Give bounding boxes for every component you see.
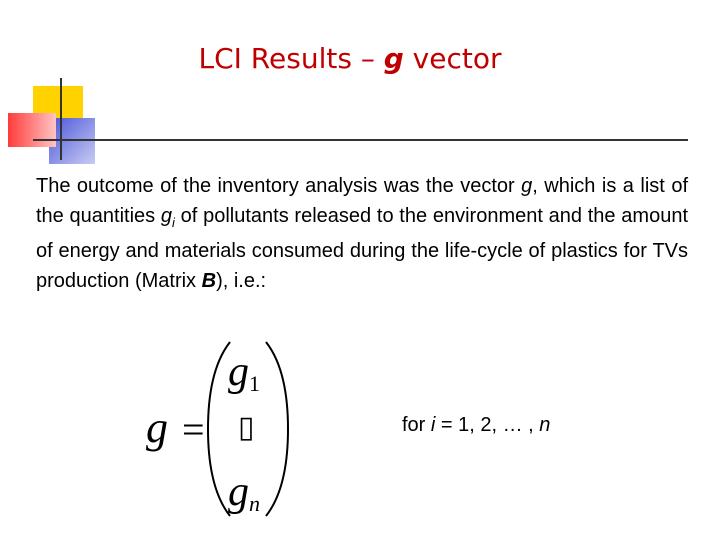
body-text-2: , which is a list of the quantities: [36, 175, 688, 227]
title-suffix: vector: [403, 42, 502, 75]
slide-logo-decoration: [0, 0, 720, 170]
body-matrix-b: B: [201, 269, 217, 292]
body-text-1: The outcome of the inventory analysis was the vector: [36, 175, 522, 197]
index-condition: [402, 414, 550, 437]
right-paren: [262, 340, 292, 518]
body-gi: [160, 204, 175, 230]
gn-sub: n: [249, 491, 260, 516]
slide-title: [0, 42, 700, 75]
g1-base: g: [228, 349, 249, 395]
condition-for: for: [402, 414, 431, 436]
title-prefix: LCI Results –: [198, 42, 384, 75]
body-text-3: of pollutants released to the environment and the amount of energy and materials consumed during the life-cycle of plastics for TVs production (Matrix: [36, 204, 689, 292]
formula-lhs: g: [146, 403, 168, 452]
formula-gn: [228, 468, 260, 517]
body-gi-base: g: [160, 204, 173, 227]
body-gi-sub: i: [172, 214, 175, 230]
condition-n: n: [539, 414, 551, 436]
formula-vdots: ▯: [238, 411, 255, 444]
vector-formula: [140, 340, 340, 520]
gn-base: g: [228, 469, 249, 515]
formula-g1: [228, 348, 260, 397]
title-symbol: g: [383, 42, 404, 75]
body-text-4: ), i.e.:: [216, 269, 267, 292]
red-square-decoration: [8, 113, 56, 147]
horizontal-rule: [33, 139, 688, 141]
yellow-square-decoration: [33, 86, 83, 138]
vertical-rule: [60, 78, 62, 160]
condition-i: i: [430, 414, 436, 436]
body-vector-g: g: [521, 175, 533, 197]
formula-equals: =: [182, 407, 205, 452]
g1-sub: 1: [249, 371, 260, 396]
condition-range: = 1, 2, … ,: [435, 414, 540, 436]
blue-square-decoration: [49, 118, 95, 164]
slide-body-paragraph: [36, 172, 688, 296]
